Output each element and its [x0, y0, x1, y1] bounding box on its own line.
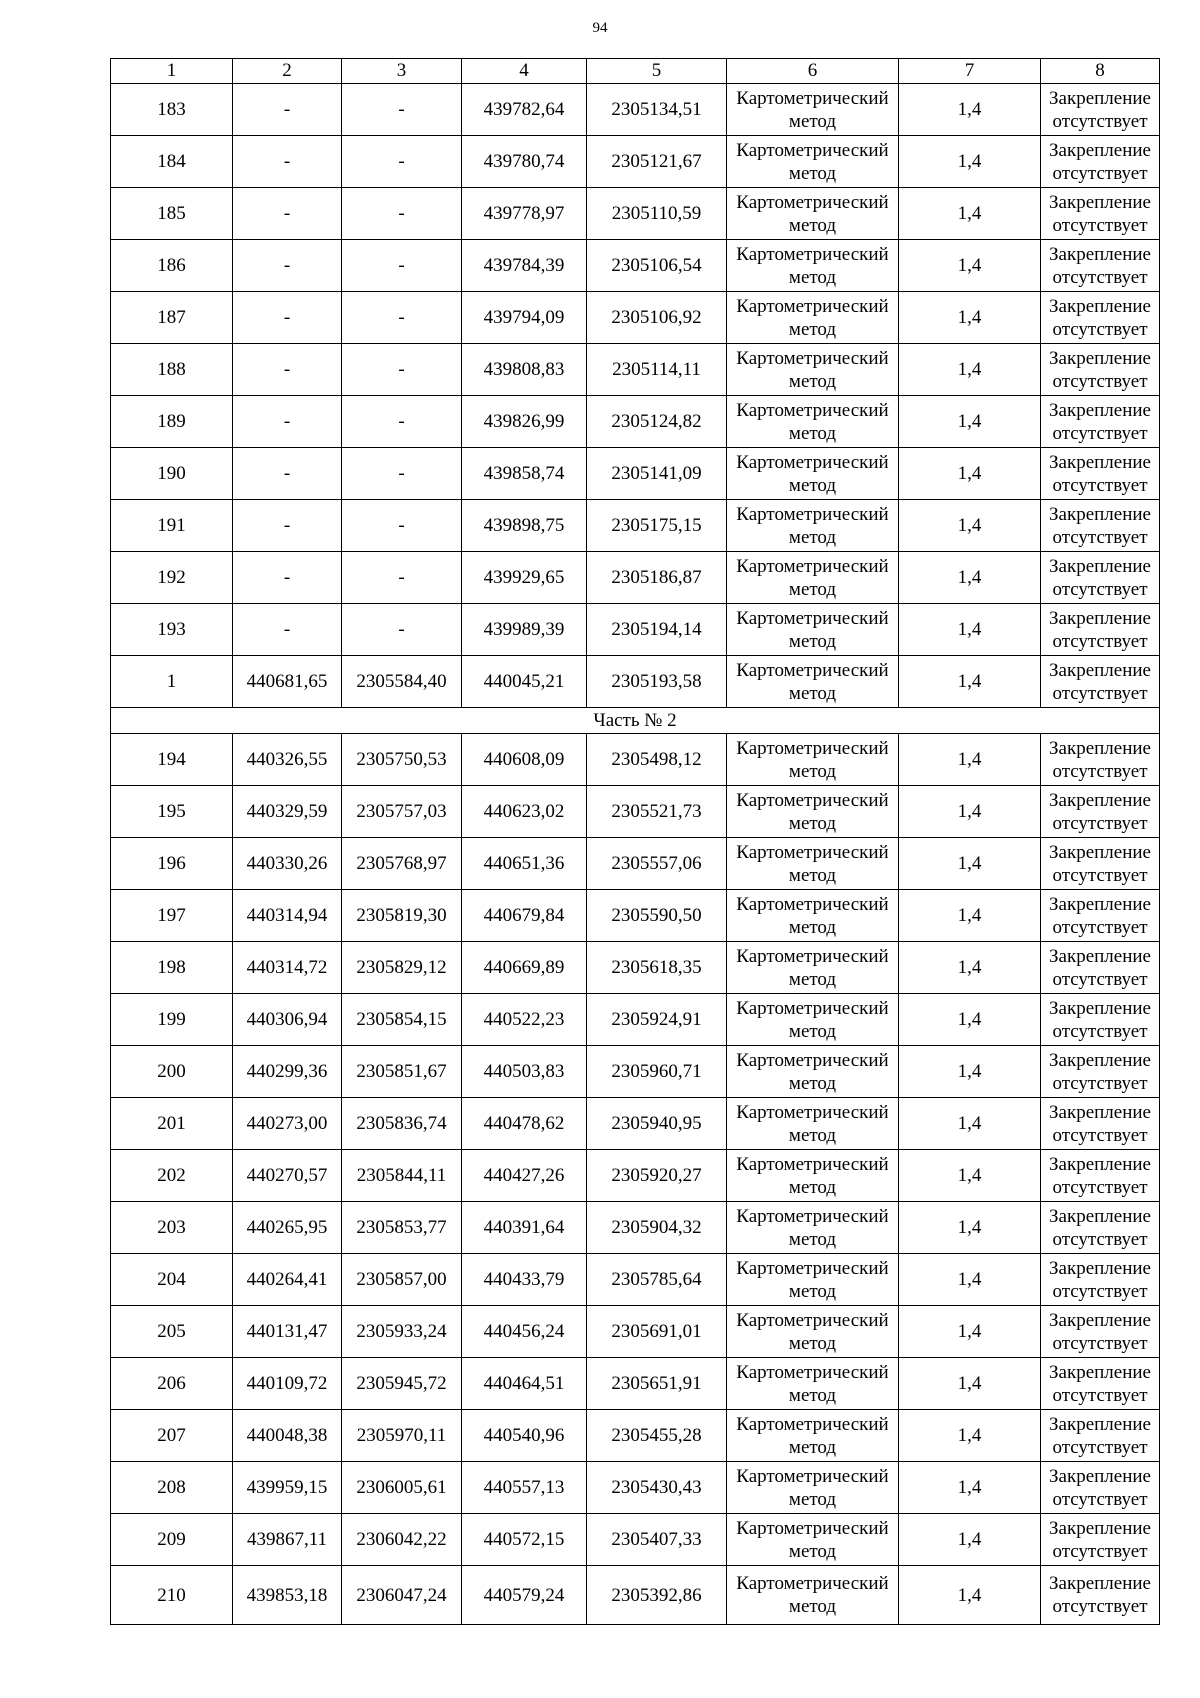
table-row [111, 942, 1160, 994]
cell-old-x: - [233, 344, 342, 396]
table-row [111, 1358, 1160, 1410]
table-row [111, 136, 1160, 188]
table-row [111, 292, 1160, 344]
cell-old-y: 2306047,24 [342, 1566, 462, 1625]
table-row [111, 656, 1160, 708]
cell-new-x: 440391,64 [462, 1202, 587, 1254]
cell-point-number: 198 [111, 942, 233, 994]
part-label: Часть № 2 [111, 708, 1160, 734]
cell-point-number: 188 [111, 344, 233, 396]
cell-old-y: - [342, 84, 462, 136]
cell-method: Картометрический метод [727, 1462, 899, 1514]
cell-point-number: 210 [111, 1566, 233, 1625]
cell-point-number: 195 [111, 786, 233, 838]
cell-new-y: 2305924,91 [587, 994, 727, 1046]
cell-accuracy: 1,4 [899, 1410, 1041, 1462]
cell-fixing-description: Закрепление отсутствует [1041, 1462, 1160, 1514]
cell-accuracy: 1,4 [899, 942, 1041, 994]
cell-fixing-description: Закрепление отсутствует [1041, 1514, 1160, 1566]
cell-method: Картометрический метод [727, 1358, 899, 1410]
cell-fixing-description: Закрепление отсутствует [1041, 136, 1160, 188]
cell-new-x: 440522,23 [462, 994, 587, 1046]
cell-new-x: 440464,51 [462, 1358, 587, 1410]
cell-new-x: 439989,39 [462, 604, 587, 656]
cell-old-y: - [342, 188, 462, 240]
cell-old-y: - [342, 396, 462, 448]
cell-point-number: 196 [111, 838, 233, 890]
cell-new-y: 2305557,06 [587, 838, 727, 890]
cell-new-x: 439782,64 [462, 84, 587, 136]
cell-old-x: 440314,72 [233, 942, 342, 994]
column-header-new-x: 4 [462, 59, 587, 84]
cell-new-y: 2305124,82 [587, 396, 727, 448]
cell-old-x: - [233, 136, 342, 188]
cell-new-y: 2305960,71 [587, 1046, 727, 1098]
cell-point-number: 200 [111, 1046, 233, 1098]
cell-new-x: 440679,84 [462, 890, 587, 942]
cell-method: Картометрический метод [727, 1410, 899, 1462]
cell-fixing-description: Закрепление отсутствует [1041, 344, 1160, 396]
table-row [111, 448, 1160, 500]
cell-new-y: 2305785,64 [587, 1254, 727, 1306]
cell-old-x: - [233, 448, 342, 500]
table-row [111, 1150, 1160, 1202]
table-row [111, 838, 1160, 890]
cell-accuracy: 1,4 [899, 890, 1041, 942]
cell-point-number: 190 [111, 448, 233, 500]
cell-fixing-description: Закрепление отсутствует [1041, 1150, 1160, 1202]
coordinates-table [110, 58, 1160, 1625]
table-row [111, 1462, 1160, 1514]
cell-accuracy: 1,4 [899, 1150, 1041, 1202]
cell-fixing-description: Закрепление отсутствует [1041, 734, 1160, 786]
cell-old-x: - [233, 240, 342, 292]
cell-old-x: - [233, 188, 342, 240]
table-row [111, 1202, 1160, 1254]
cell-old-x: 439867,11 [233, 1514, 342, 1566]
cell-old-x: - [233, 500, 342, 552]
cell-new-x: 439778,97 [462, 188, 587, 240]
table-row [111, 344, 1160, 396]
cell-accuracy: 1,4 [899, 84, 1041, 136]
column-header-old-y: 3 [342, 59, 462, 84]
cell-new-x: 440651,36 [462, 838, 587, 890]
cell-old-y: 2305844,11 [342, 1150, 462, 1202]
table-row [111, 188, 1160, 240]
cell-accuracy: 1,4 [899, 136, 1041, 188]
cell-fixing-description: Закрепление отсутствует [1041, 1306, 1160, 1358]
cell-new-y: 2305590,50 [587, 890, 727, 942]
cell-new-x: 440623,02 [462, 786, 587, 838]
cell-old-y: 2305854,15 [342, 994, 462, 1046]
table-header-row [111, 59, 1160, 84]
cell-old-x: 440265,95 [233, 1202, 342, 1254]
cell-old-x: - [233, 84, 342, 136]
cell-new-y: 2305498,12 [587, 734, 727, 786]
cell-fixing-description: Закрепление отсутствует [1041, 994, 1160, 1046]
cell-old-y: - [342, 500, 462, 552]
cell-new-x: 440478,62 [462, 1098, 587, 1150]
cell-method: Картометрический метод [727, 552, 899, 604]
cell-new-x: 440579,24 [462, 1566, 587, 1625]
cell-new-y: 2305940,95 [587, 1098, 727, 1150]
cell-new-x: 440503,83 [462, 1046, 587, 1098]
cell-point-number: 187 [111, 292, 233, 344]
cell-method: Картометрический метод [727, 84, 899, 136]
cell-method: Картометрический метод [727, 890, 899, 942]
table-row [111, 1254, 1160, 1306]
cell-new-y: 2305134,51 [587, 84, 727, 136]
cell-new-x: 439794,09 [462, 292, 587, 344]
cell-old-y: 2305836,74 [342, 1098, 462, 1150]
cell-fixing-description: Закрепление отсутствует [1041, 448, 1160, 500]
cell-new-x: 440456,24 [462, 1306, 587, 1358]
cell-old-y: 2306005,61 [342, 1462, 462, 1514]
cell-old-x: 440681,65 [233, 656, 342, 708]
cell-old-y: 2305819,30 [342, 890, 462, 942]
table-row [111, 890, 1160, 942]
cell-fixing-description: Закрепление отсутствует [1041, 1046, 1160, 1098]
cell-accuracy: 1,4 [899, 188, 1041, 240]
cell-old-x: 439853,18 [233, 1566, 342, 1625]
cell-point-number: 199 [111, 994, 233, 1046]
table-row [111, 1046, 1160, 1098]
cell-fixing-description: Закрепление отсутствует [1041, 292, 1160, 344]
cell-method: Картометрический метод [727, 1202, 899, 1254]
cell-method: Картометрический метод [727, 292, 899, 344]
cell-old-y: - [342, 448, 462, 500]
cell-point-number: 201 [111, 1098, 233, 1150]
cell-method: Картометрический метод [727, 734, 899, 786]
cell-old-x: 439959,15 [233, 1462, 342, 1514]
cell-old-x: 440314,94 [233, 890, 342, 942]
cell-accuracy: 1,4 [899, 1046, 1041, 1098]
cell-accuracy: 1,4 [899, 994, 1041, 1046]
cell-accuracy: 1,4 [899, 500, 1041, 552]
cell-old-x: 440306,94 [233, 994, 342, 1046]
cell-new-y: 2305186,87 [587, 552, 727, 604]
cell-accuracy: 1,4 [899, 656, 1041, 708]
cell-point-number: 191 [111, 500, 233, 552]
cell-accuracy: 1,4 [899, 292, 1041, 344]
cell-old-x: - [233, 604, 342, 656]
cell-accuracy: 1,4 [899, 448, 1041, 500]
cell-method: Картометрический метод [727, 994, 899, 1046]
table-row [111, 734, 1160, 786]
cell-new-x: 439784,39 [462, 240, 587, 292]
cell-accuracy: 1,4 [899, 604, 1041, 656]
table-row [111, 1098, 1160, 1150]
cell-new-y: 2305106,54 [587, 240, 727, 292]
cell-new-y: 2305904,32 [587, 1202, 727, 1254]
cell-new-x: 439898,75 [462, 500, 587, 552]
cell-method: Картометрический метод [727, 1306, 899, 1358]
cell-old-x: 440326,55 [233, 734, 342, 786]
table-row [111, 500, 1160, 552]
cell-old-x: 440299,36 [233, 1046, 342, 1098]
cell-method: Картометрический метод [727, 1254, 899, 1306]
table-row [111, 1566, 1160, 1625]
cell-old-x: 440270,57 [233, 1150, 342, 1202]
cell-old-x: 440109,72 [233, 1358, 342, 1410]
table-row [111, 786, 1160, 838]
cell-new-y: 2305618,35 [587, 942, 727, 994]
cell-new-x: 440540,96 [462, 1410, 587, 1462]
cell-new-x: 440045,21 [462, 656, 587, 708]
cell-new-y: 2305651,91 [587, 1358, 727, 1410]
cell-accuracy: 1,4 [899, 1358, 1041, 1410]
cell-method: Картометрический метод [727, 396, 899, 448]
cell-method: Картометрический метод [727, 448, 899, 500]
cell-fixing-description: Закрепление отсутствует [1041, 838, 1160, 890]
table-row [111, 1306, 1160, 1358]
cell-method: Картометрический метод [727, 1150, 899, 1202]
cell-fixing-description: Закрепление отсутствует [1041, 396, 1160, 448]
cell-accuracy: 1,4 [899, 396, 1041, 448]
cell-old-y: 2305853,77 [342, 1202, 462, 1254]
cell-old-x: 440330,26 [233, 838, 342, 890]
cell-old-y: 2306042,22 [342, 1514, 462, 1566]
cell-old-x: - [233, 292, 342, 344]
cell-point-number: 189 [111, 396, 233, 448]
cell-old-y: - [342, 552, 462, 604]
cell-point-number: 205 [111, 1306, 233, 1358]
table-row [111, 994, 1160, 1046]
cell-accuracy: 1,4 [899, 1202, 1041, 1254]
cell-new-y: 2305193,58 [587, 656, 727, 708]
cell-new-x: 440433,79 [462, 1254, 587, 1306]
cell-new-y: 2305521,73 [587, 786, 727, 838]
column-header-point-number: 1 [111, 59, 233, 84]
cell-new-y: 2305194,14 [587, 604, 727, 656]
column-header-accuracy: 7 [899, 59, 1041, 84]
cell-point-number: 209 [111, 1514, 233, 1566]
cell-point-number: 184 [111, 136, 233, 188]
cell-new-y: 2305121,67 [587, 136, 727, 188]
cell-fixing-description: Закрепление отсутствует [1041, 240, 1160, 292]
cell-old-y: 2305829,12 [342, 942, 462, 994]
cell-old-x: - [233, 552, 342, 604]
cell-new-x: 440572,15 [462, 1514, 587, 1566]
cell-point-number: 193 [111, 604, 233, 656]
cell-point-number: 183 [111, 84, 233, 136]
cell-old-y: - [342, 136, 462, 188]
cell-old-x: 440048,38 [233, 1410, 342, 1462]
cell-new-y: 2305141,09 [587, 448, 727, 500]
cell-method: Картометрический метод [727, 240, 899, 292]
cell-new-x: 439808,83 [462, 344, 587, 396]
cell-accuracy: 1,4 [899, 552, 1041, 604]
table-row [111, 552, 1160, 604]
cell-fixing-description: Закрепление отсутствует [1041, 1202, 1160, 1254]
column-header-fixing-description: 8 [1041, 59, 1160, 84]
cell-old-y: - [342, 292, 462, 344]
page-number: 94 [592, 20, 608, 36]
table-row [111, 240, 1160, 292]
cell-method: Картометрический метод [727, 500, 899, 552]
cell-method: Картометрический метод [727, 136, 899, 188]
cell-point-number: 197 [111, 890, 233, 942]
table-row [111, 604, 1160, 656]
cell-old-y: 2305933,24 [342, 1306, 462, 1358]
cell-new-x: 440608,09 [462, 734, 587, 786]
cell-old-y: 2305768,97 [342, 838, 462, 890]
cell-old-y: 2305584,40 [342, 656, 462, 708]
cell-fixing-description: Закрепление отсутствует [1041, 890, 1160, 942]
cell-old-x: - [233, 396, 342, 448]
cell-method: Картометрический метод [727, 1046, 899, 1098]
cell-method: Картометрический метод [727, 604, 899, 656]
cell-fixing-description: Закрепление отсутствует [1041, 500, 1160, 552]
cell-fixing-description: Закрепление отсутствует [1041, 786, 1160, 838]
cell-method: Картометрический метод [727, 344, 899, 396]
cell-accuracy: 1,4 [899, 734, 1041, 786]
cell-point-number: 204 [111, 1254, 233, 1306]
cell-old-y: 2305851,67 [342, 1046, 462, 1098]
cell-fixing-description: Закрепление отсутствует [1041, 656, 1160, 708]
cell-accuracy: 1,4 [899, 344, 1041, 396]
table-row [111, 84, 1160, 136]
cell-new-y: 2305455,28 [587, 1410, 727, 1462]
cell-method: Картометрический метод [727, 656, 899, 708]
cell-new-y: 2305920,27 [587, 1150, 727, 1202]
cell-accuracy: 1,4 [899, 1462, 1041, 1514]
cell-accuracy: 1,4 [899, 1098, 1041, 1150]
part-divider-row [111, 708, 1160, 734]
cell-new-y: 2305114,11 [587, 344, 727, 396]
cell-old-y: 2305750,53 [342, 734, 462, 786]
cell-new-y: 2305691,01 [587, 1306, 727, 1358]
cell-accuracy: 1,4 [899, 240, 1041, 292]
cell-point-number: 208 [111, 1462, 233, 1514]
cell-fixing-description: Закрепление отсутствует [1041, 1358, 1160, 1410]
cell-old-x: 440329,59 [233, 786, 342, 838]
cell-method: Картометрический метод [727, 786, 899, 838]
column-header-new-y: 5 [587, 59, 727, 84]
cell-accuracy: 1,4 [899, 1254, 1041, 1306]
cell-old-x: 440264,41 [233, 1254, 342, 1306]
cell-method: Картометрический метод [727, 188, 899, 240]
cell-old-x: 440273,00 [233, 1098, 342, 1150]
cell-new-y: 2305430,43 [587, 1462, 727, 1514]
cell-new-y: 2305392,86 [587, 1566, 727, 1625]
cell-new-y: 2305106,92 [587, 292, 727, 344]
cell-method: Картометрический метод [727, 1566, 899, 1625]
cell-fixing-description: Закрепление отсутствует [1041, 604, 1160, 656]
cell-fixing-description: Закрепление отсутствует [1041, 552, 1160, 604]
cell-fixing-description: Закрепление отсутствует [1041, 188, 1160, 240]
cell-fixing-description: Закрепление отсутствует [1041, 942, 1160, 994]
table-row [111, 1410, 1160, 1462]
table-row [111, 1514, 1160, 1566]
column-header-old-x: 2 [233, 59, 342, 84]
cell-new-x: 440427,26 [462, 1150, 587, 1202]
cell-new-y: 2305175,15 [587, 500, 727, 552]
cell-point-number: 186 [111, 240, 233, 292]
cell-fixing-description: Закрепление отсутствует [1041, 1410, 1160, 1462]
cell-fixing-description: Закрепление отсутствует [1041, 1254, 1160, 1306]
cell-old-y: 2305757,03 [342, 786, 462, 838]
cell-method: Картометрический метод [727, 838, 899, 890]
cell-accuracy: 1,4 [899, 1566, 1041, 1625]
cell-new-x: 439929,65 [462, 552, 587, 604]
cell-new-x: 439780,74 [462, 136, 587, 188]
table-body [111, 59, 1160, 1625]
cell-point-number: 194 [111, 734, 233, 786]
column-header-method: 6 [727, 59, 899, 84]
cell-point-number: 1 [111, 656, 233, 708]
cell-fixing-description: Закрепление отсутствует [1041, 84, 1160, 136]
cell-new-x: 439858,74 [462, 448, 587, 500]
cell-accuracy: 1,4 [899, 1514, 1041, 1566]
cell-old-x: 440131,47 [233, 1306, 342, 1358]
cell-old-y: 2305945,72 [342, 1358, 462, 1410]
cell-point-number: 206 [111, 1358, 233, 1410]
cell-point-number: 185 [111, 188, 233, 240]
cell-method: Картометрический метод [727, 1514, 899, 1566]
cell-method: Картометрический метод [727, 1098, 899, 1150]
cell-fixing-description: Закрепление отсутствует [1041, 1098, 1160, 1150]
cell-old-y: - [342, 604, 462, 656]
cell-accuracy: 1,4 [899, 786, 1041, 838]
cell-old-y: 2305857,00 [342, 1254, 462, 1306]
cell-accuracy: 1,4 [899, 1306, 1041, 1358]
cell-new-y: 2305407,33 [587, 1514, 727, 1566]
cell-accuracy: 1,4 [899, 838, 1041, 890]
cell-point-number: 207 [111, 1410, 233, 1462]
cell-old-y: - [342, 344, 462, 396]
cell-point-number: 202 [111, 1150, 233, 1202]
cell-old-y: 2305970,11 [342, 1410, 462, 1462]
cell-new-x: 439826,99 [462, 396, 587, 448]
cell-new-y: 2305110,59 [587, 188, 727, 240]
cell-point-number: 192 [111, 552, 233, 604]
cell-new-x: 440557,13 [462, 1462, 587, 1514]
cell-new-x: 440669,89 [462, 942, 587, 994]
cell-old-y: - [342, 240, 462, 292]
table-row [111, 396, 1160, 448]
cell-fixing-description: Закрепление отсутствует [1041, 1566, 1160, 1625]
cell-method: Картометрический метод [727, 942, 899, 994]
cell-point-number: 203 [111, 1202, 233, 1254]
